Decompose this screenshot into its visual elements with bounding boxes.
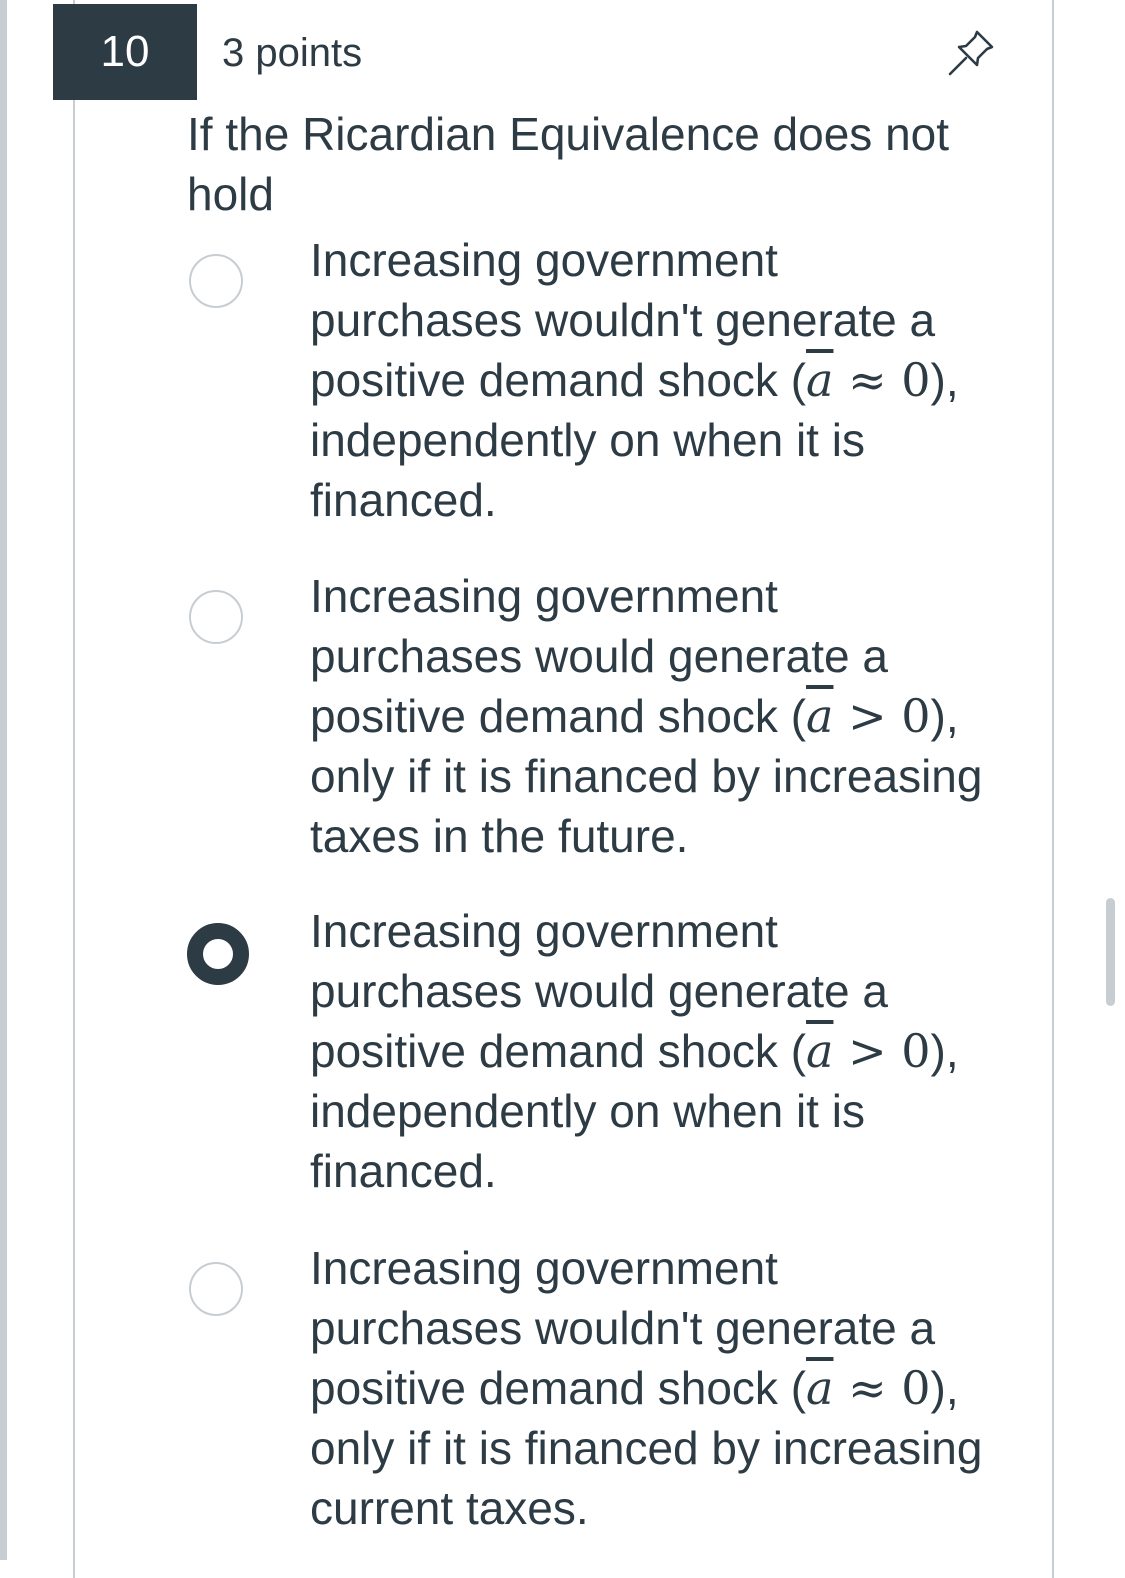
left-rail bbox=[0, 0, 7, 1560]
question-text: If the Ricardian Equivalence does not hold bbox=[187, 108, 950, 220]
radio-button[interactable] bbox=[189, 1262, 243, 1316]
answer-label: Increasing government purchases wouldn't generate a positive demand shock $(\overline{a} \approx 0)$, independently on when it is financed. bbox=[310, 234, 959, 526]
question-points: 3 points bbox=[222, 31, 363, 75]
answer-label: Increasing government purchases would generate a positive demand shock $(\overline{a} > 0)$, only if it is financed by increasing taxes in the future. bbox=[310, 570, 983, 862]
answer-label: Increasing government purchases would generate a positive demand shock $(\overline{a} > 0)$, independently on when it is financed. bbox=[310, 905, 959, 1197]
question-number: 10 bbox=[53, 4, 197, 100]
radio-button[interactable] bbox=[189, 590, 243, 644]
radio-button[interactable] bbox=[189, 254, 243, 308]
scrollbar-thumb[interactable] bbox=[1106, 898, 1115, 1006]
answer-label: Increasing government purchases wouldn't generate a positive demand shock $(\overline{a} \approx 0)$, only if it is financed by increasing current taxes. bbox=[310, 1242, 983, 1534]
radio-button-selected[interactable] bbox=[187, 923, 249, 985]
pin-icon[interactable] bbox=[944, 24, 1000, 80]
